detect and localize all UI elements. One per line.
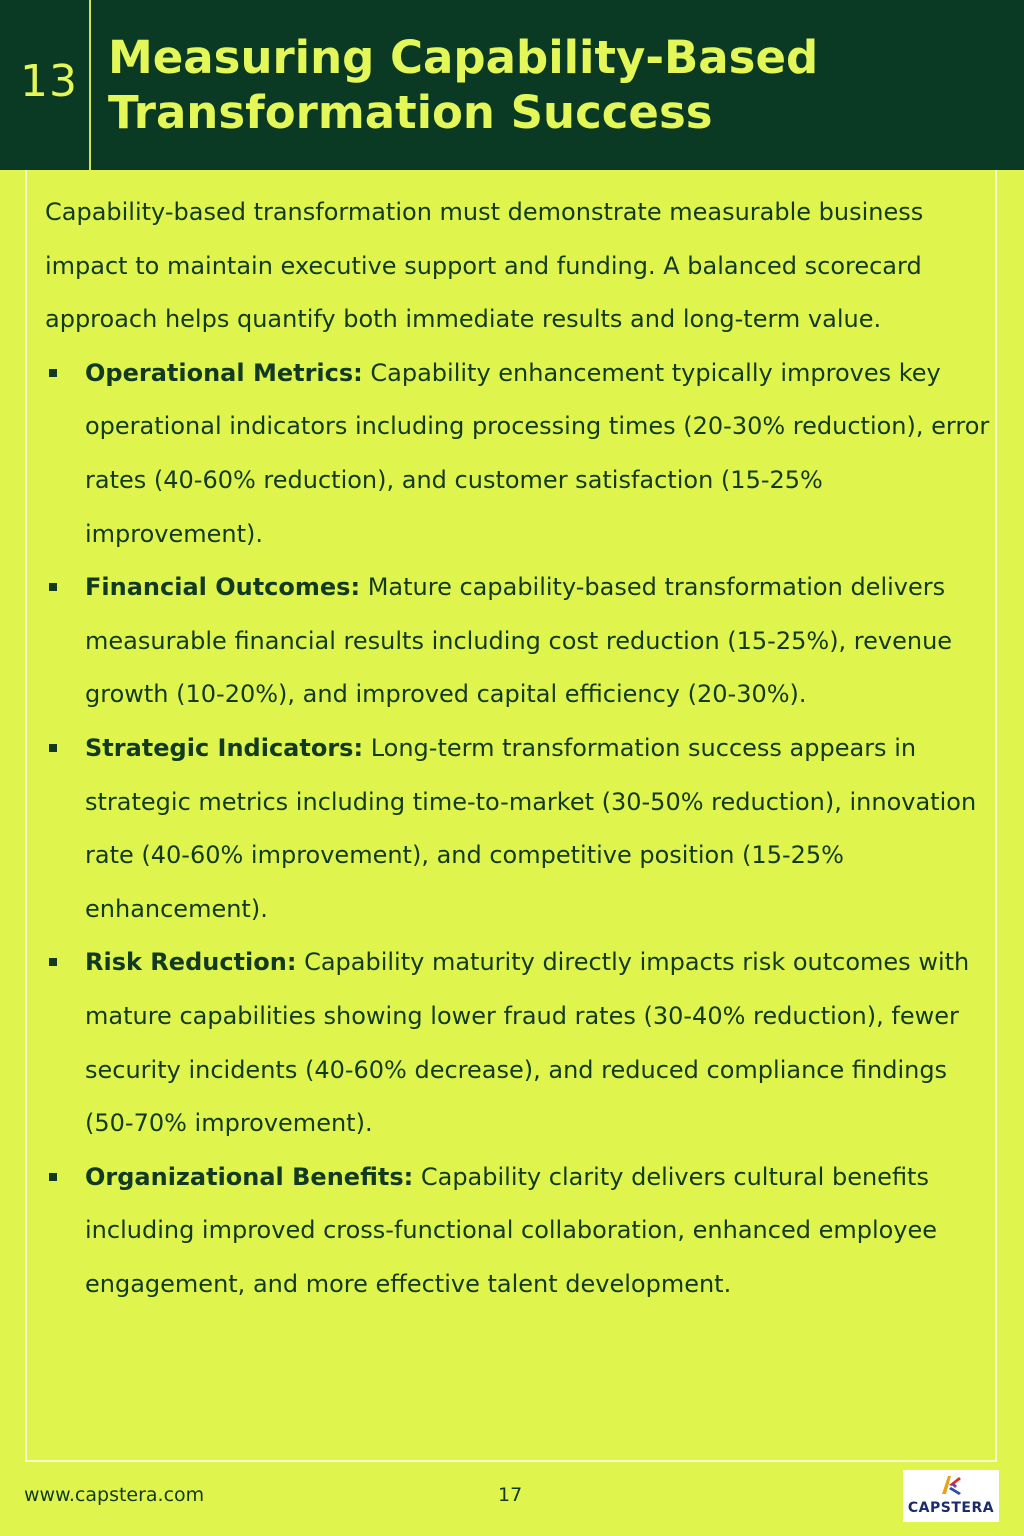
square-bullet-icon	[49, 1173, 57, 1181]
item-text: Capability enhancement typically improves key operational indicators including processing times (20-30% reduction), error rates (40-60% reduction), and customer satisfaction (15-25% improvement).	[85, 358, 990, 548]
item-text: Long-term transformation success appears in strategic metrics including time-to-market (30-50% reduction), innovation rate (40-60% improvement), and competitive position (15-25% enhancement).	[85, 733, 977, 923]
item-label: Strategic Indicators:	[85, 733, 364, 762]
page-title-line-2: Transformation Success	[108, 86, 713, 139]
square-bullet-icon	[49, 958, 57, 966]
capstera-logo	[903, 1470, 999, 1522]
section-number: 13	[20, 56, 78, 107]
list-item-operational-metrics	[45, 347, 995, 561]
item-text: Mature capability-based transformation delivers measurable financial results including cost reduction (15-25%), revenue growth (10-20%), and improved capital efficiency (20-30%).	[85, 573, 953, 709]
item-label: Operational Metrics:	[85, 358, 363, 387]
item-label: Risk Reduction:	[85, 948, 297, 977]
header-divider	[89, 0, 91, 170]
page-title	[108, 30, 988, 140]
list-item-organizational-benefits	[45, 1151, 995, 1312]
content-body	[45, 186, 995, 1311]
bullet-list	[45, 347, 995, 1312]
page-header	[0, 0, 1024, 170]
square-bullet-icon	[49, 369, 57, 377]
item-label: Financial Outcomes:	[85, 573, 361, 602]
square-bullet-icon	[49, 744, 57, 752]
list-item-strategic-indicators	[45, 722, 995, 936]
item-label: Organizational Benefits:	[85, 1162, 414, 1191]
list-item-financial-outcomes	[45, 561, 995, 722]
page-number: 17	[498, 1484, 523, 1506]
item-text: Capability clarity delivers cultural benefits including improved cross-functional collaboration, enhanced employee engagement, and more effective talent development.	[85, 1162, 938, 1298]
footer-website-link[interactable]: www.capstera.com	[24, 1484, 205, 1506]
page-title-line-1: Measuring Capability-Based	[108, 31, 819, 84]
capstera-logo-icon	[939, 1473, 963, 1497]
item-text: Capability maturity directly impacts risk outcomes with mature capabilities showing lower fraud rates (30-40% reduction), fewer security incidents (40-60% decrease), and reduced compliance findings (50-70% improvement).	[85, 948, 970, 1138]
list-item-risk-reduction	[45, 936, 995, 1150]
logo-text: CAPSTERA	[907, 1500, 995, 1516]
intro-paragraph: Capability-based transformation must demonstrate measurable business impact to maintain executive support and funding. A balanced scorecard approach helps quantify both immediate results and long-term value.	[45, 198, 924, 334]
square-bullet-icon	[49, 583, 57, 591]
